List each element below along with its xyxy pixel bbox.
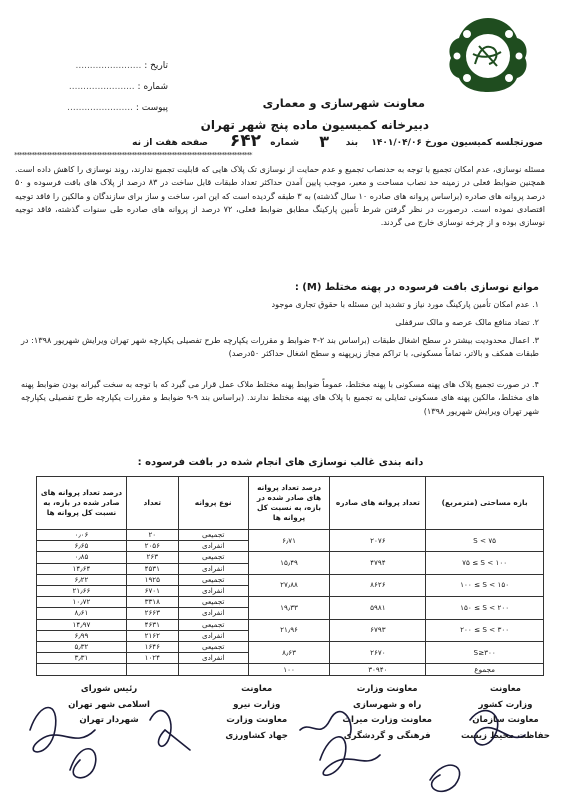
count-cell: ۲۱۶۲ — [126, 630, 178, 641]
minutes-date: صورتجلسه کمیسیون مورخ ۱۴۰۱/۰۴/۰۶ — [371, 138, 543, 148]
number-value: ۶۴۲ — [229, 131, 261, 151]
count-cell: ۴۵۳۱ — [126, 563, 178, 574]
clause-value: ۳ — [319, 132, 329, 151]
count-cell: ۱۶۴۶ — [126, 641, 178, 652]
table-row — [37, 574, 544, 585]
range-cell: S < ۷۵ — [426, 530, 544, 552]
issued-cell: ۶۷۹۳ — [330, 619, 426, 641]
issued-pct-cell: ۱۵٫۴۹ — [248, 552, 330, 574]
issued-pct-cell: ۲۷٫۸۸ — [248, 574, 330, 596]
date-field: تاریخ : ....................... — [75, 61, 168, 71]
total-issued: ۳۰۹۴۰ — [330, 664, 426, 676]
table-row — [37, 619, 544, 630]
table-total-row — [37, 664, 544, 676]
count-pct-cell: ۱۰٫۷۲ — [37, 597, 127, 608]
count-cell: ۲۰ — [126, 530, 178, 541]
count-cell: ۶۷۰۱ — [126, 585, 178, 596]
range-cell: ۱۰۰ ≤ S < ۱۵۰ — [426, 574, 544, 596]
renovation-table — [36, 476, 544, 676]
obstacle-item-1: ۱. عدم امکان تأمین پارکینگ مورد نیاز و تشدید این مسئله با حقوق تجاری موجود — [271, 299, 539, 309]
count-pct-cell: ۵٫۳۲ — [37, 641, 127, 652]
type-cell: انفرادی — [178, 608, 248, 619]
type-cell: تجمیعی — [178, 619, 248, 630]
count-cell: ۲۶۶۳ — [126, 608, 178, 619]
signature-block — [30, 682, 550, 792]
obstacle-item-4: ۴. در صورت تجمیع پلاک های پهنه مسکونی با پهنه مختلط، عموماً ضوابط پهنه مختلط ملاک عمل قرار می گیرد که با توجه به سخت گیرانه بودن ضوابط پهنه های مختلط، مالکین پهنه های مسکونی تمایلی به تجمیع با پلاک های پهنه مختلط ندارند. (براساس بند ۹-۹ ضوابط و مقررات یکپارچه طرح تفصیلی یکپارچه شهر تهران ویرایش شهریور ۱۳۹۸) — [21, 379, 539, 416]
clause-label: بند — [345, 138, 358, 148]
type-cell: تجمیعی — [178, 641, 248, 652]
issued-cell: ۵۹۸۱ — [330, 597, 426, 619]
count-pct-cell: ۱۴٫۶۴ — [37, 563, 127, 574]
type-cell: تجمیعی — [178, 552, 248, 563]
type-cell: انفرادی — [178, 585, 248, 596]
count-cell: ۴۶۳۱ — [126, 619, 178, 630]
table-title: دانه بندی غالب نوسازی های انجام شده در بافت فرسوده : — [137, 457, 424, 468]
header-issued: تعداد پروانه های صادره — [330, 477, 426, 530]
count-pct-cell: ۶٫۲۲ — [37, 574, 127, 585]
count-pct-cell: ۰٫۸۵ — [37, 552, 127, 563]
issued-pct-cell: ۶٫۷۱ — [248, 530, 330, 552]
empty-cell — [178, 664, 248, 676]
section-title: موانع نوسازی بافت فرسوده در پهنه مختلط (M) : — [294, 282, 539, 293]
type-cell: تجمیعی — [178, 574, 248, 585]
page-label: صفحه هفت از نه — [132, 138, 208, 148]
count-cell: ۲۶۳ — [126, 552, 178, 563]
obstacle-item-2: ۲. تضاد منافع مالک عرصه و مالک سرقفلی — [395, 317, 539, 327]
signature-interior: معاونت وزارت کشور معاونت سازمان حفاظت محیط زیست — [460, 684, 550, 741]
issued-pct-cell: ۲۱٫۹۶ — [248, 619, 330, 641]
issued-pct-cell: ۸٫۶۳ — [248, 641, 330, 663]
empty-cell — [126, 664, 178, 676]
signature-council: رئیس شورای اسلامی شهر تهران شهردار تهران — [68, 684, 150, 725]
count-pct-cell: ۲۱٫۶۶ — [37, 585, 127, 596]
star-divider: *********************************************************************************************** — [14, 151, 252, 159]
count-cell: ۳۳۱۸ — [126, 597, 178, 608]
count-pct-cell: ۶٫۶۵ — [37, 541, 127, 552]
count-pct-cell: ۱۴٫۹۷ — [37, 619, 127, 630]
issued-cell: ۴۷۹۴ — [330, 552, 426, 574]
total-label: مجموع — [426, 664, 544, 676]
count-cell: ۲۰۵۶ — [126, 541, 178, 552]
header-type: نوع پروانه — [178, 477, 248, 530]
number-label: شماره — [270, 138, 299, 148]
type-cell: تجمیعی — [178, 597, 248, 608]
attachment-field: پیوست : ....................... — [67, 103, 168, 113]
type-cell: انفرادی — [178, 653, 248, 664]
table-row — [37, 641, 544, 652]
total-pct: ۱۰۰ — [248, 664, 330, 676]
table-row — [37, 552, 544, 563]
issued-cell: ۲۶۷۰ — [330, 641, 426, 663]
range-cell: S≥۳۰۰ — [426, 641, 544, 663]
count-pct-cell: ۸٫۶۱ — [37, 608, 127, 619]
count-cell: ۱۹۲۵ — [126, 574, 178, 585]
type-cell: انفرادی — [178, 563, 248, 574]
table-row — [37, 530, 544, 541]
count-pct-cell: ۰٫۰۶ — [37, 530, 127, 541]
signature-energy: معاونت وزارت نیرو معاونت وزارت جهاد کشاورزی — [225, 684, 288, 741]
table-header-row — [37, 477, 544, 530]
issued-pct-cell: ۱۹٫۳۳ — [248, 597, 330, 619]
obstacle-item-3: ۳. اعمال محدودیت بیشتر در سطح اشغال طبقات (براساس بند ۲-۴ ضوابط و مقررات یکپارچه طرح تفصیلی یکپارچه شهر تهران ویرایش شهریور ۱۳۹۸: در طبقات همکف و بالاتر، تماماً مسکونی، با تراکم مجاز زیرپهنه و سطح اشغال حداکثر ۵۰درصد) — [21, 335, 539, 359]
header-issued-pct: درصد تعداد پروانه های صادر شده در بازه، به نسبت کل پروانه ها — [248, 477, 330, 530]
tehran-municipality-logo — [445, 14, 531, 94]
table-row — [37, 597, 544, 608]
document-meta — [18, 56, 168, 119]
count-pct-cell: ۳٫۳۱ — [37, 653, 127, 664]
range-cell: ۲۰۰ ≤ S < ۳۰۰ — [426, 619, 544, 641]
header-count-pct: درصد تعداد پروانه های صادر شده در بازه، به نسبت کل پروانه ها — [37, 477, 127, 530]
type-cell: انفرادی — [178, 541, 248, 552]
range-cell: ۱۵۰ ≤ S < ۲۰۰ — [426, 597, 544, 619]
type-cell: انفرادی — [178, 630, 248, 641]
deputy-title: معاونت شهرسازی و معماری — [262, 96, 425, 110]
empty-cell — [37, 664, 127, 676]
issued-cell: ۸۶۲۶ — [330, 574, 426, 596]
count-pct-cell: ۶٫۹۹ — [37, 630, 127, 641]
intro-paragraph: مسئله نوسازی، عدم امکان تجمیع با توجه به حدنصاب تجمیع و عدم حمایت از نوسازی تک پلاک هایی که قابلیت تجمیع ندارند، روند نوسازی را کاهش داده است. همچنین ضوابط فعلی در زمینه حد نصاب مساحت و معبر، موجب پایین آمدن حداکثر تعداد طبقات قابل ساخت در ۸۳ درصد از پلاک های بافت فرسوده و ۵۰ درصد پروانه های صادره (براساس پروانه های صادره ۱۰ سال گذشته) به ۳ طبقه گردیده است که این امر، ساخت و ساز برای سازندگان و مالکین را فاقد توجیه اقتصادی نموده است. درصورت در نظر گرفتن شرط تأمین پارکینگ مطابق ضوابط فعلی، ۷۲ درصد از پروانه های صادره طی سنوات گذشته، فاقد توجیه نوسازی بوده و از چرخه نوسازی خارج می گردند. — [15, 164, 546, 228]
range-cell: ۷۵ ≤ S < ۱۰۰ — [426, 552, 544, 574]
secretariat-title: دبیرخانه کمیسیون ماده پنج شهر تهران — [200, 118, 429, 132]
issued-cell: ۲۰۷۶ — [330, 530, 426, 552]
type-cell: تجمیعی — [178, 530, 248, 541]
header-range: بازه مساحتی (مترمربع) — [426, 477, 544, 530]
count-cell: ۱۰۲۴ — [126, 653, 178, 664]
number-field: شماره : ....................... — [68, 82, 168, 92]
signature-roads: معاونت وزارت راه و شهرسازی معاونت وزارت میراث فرهنگی و گردشگری — [342, 684, 432, 741]
header-count: تعداد — [126, 477, 178, 530]
